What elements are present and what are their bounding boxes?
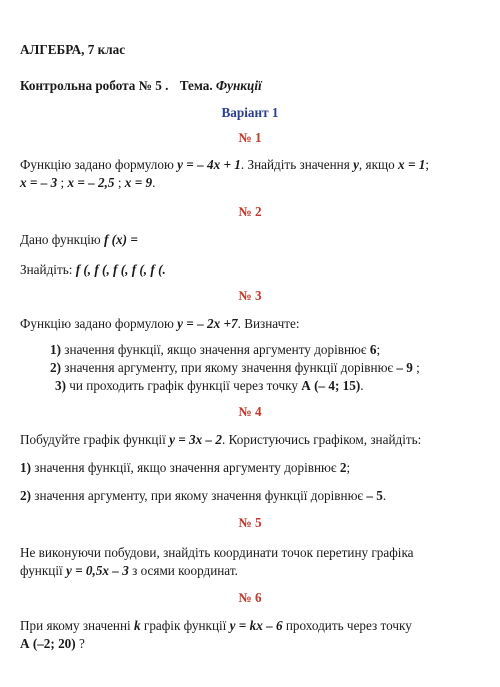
task1-text: . <box>152 175 156 190</box>
task3-text: . Визначте: <box>237 316 300 331</box>
task1-text: ; <box>114 175 125 190</box>
task1-formula: y = – 4x + 1 <box>177 157 241 172</box>
task3-item2 <box>50 360 420 376</box>
task6-formula: y = kx – 6 <box>229 618 283 633</box>
item-text: ; <box>346 460 351 475</box>
task6-variable: k <box>134 618 141 633</box>
item-text: чи проходить графік функції через точку <box>66 378 302 393</box>
item-text: . <box>382 488 387 503</box>
variant-heading: Варіант 1 <box>221 105 279 120</box>
task3-item3 <box>55 378 364 394</box>
task2-line1 <box>20 232 138 248</box>
test-title-line <box>20 78 262 94</box>
item-number: 3) <box>55 378 66 393</box>
item-value: А (– 4; 15) <box>301 378 361 393</box>
task2-text: Дано функцію <box>20 232 104 247</box>
task6-point: А (–2; 20) <box>20 636 76 651</box>
task1-value: x = 1 <box>398 157 426 172</box>
task1-value: x = – 3 <box>20 175 58 190</box>
task6-text: проходить через точку <box>282 618 412 633</box>
task6-text: графік функції <box>140 618 230 633</box>
task5-text: функції <box>20 563 66 578</box>
task6-line2 <box>20 636 85 652</box>
task5-text: з осями координат. <box>128 563 238 578</box>
task1-value: x = – 2,5 <box>67 175 115 190</box>
subject-heading: АЛГЕБРА, 7 клас <box>20 42 126 57</box>
task4-number: № 4 <box>238 404 262 419</box>
topic-name: Функції <box>215 78 262 93</box>
task1-text: Функцію задано формулою <box>20 157 178 172</box>
task4-intro <box>20 432 421 448</box>
test-title: Контрольна робота № 5 . <box>20 78 169 93</box>
item-text: значення аргументу, при якому значення функції дорівнює <box>31 488 367 503</box>
task2-text: Знайдіть: <box>20 262 76 277</box>
item-number: 1) <box>20 460 31 475</box>
task4-text: Побудуйте графік функції <box>20 432 170 447</box>
task5-line1: Не виконуючи побудови, знайдіть координати точок перетину графіка <box>20 545 414 560</box>
item-value: – 5 <box>366 488 383 503</box>
item-text: ; <box>376 342 381 357</box>
task5-number: № 5 <box>238 515 262 530</box>
item-value: – 9 <box>396 360 413 375</box>
task5-formula: y = 0,5x – 3 <box>65 563 129 578</box>
task6-text: При якому значенні <box>20 618 135 633</box>
item-value: 2 <box>339 460 347 475</box>
task3-formula: y = – 2x +7 <box>177 316 238 331</box>
task1-text: . Знайдіть значення <box>240 157 354 172</box>
topic-label: Тема. <box>179 78 213 93</box>
task3-item1 <box>50 342 380 358</box>
item-value: 6 <box>369 342 377 357</box>
task3-number: № 3 <box>238 288 262 303</box>
task2-line2 <box>20 262 166 278</box>
task1-text: , якщо <box>358 157 399 172</box>
task1-variable: y <box>353 157 359 172</box>
task4-item2 <box>20 488 386 504</box>
task1-number: № 1 <box>238 130 262 145</box>
task3-text: Функцію задано формулою <box>20 316 178 331</box>
task4-item1 <box>20 460 350 476</box>
item-text: значення аргументу, при якому значення функції дорівнює <box>61 360 397 375</box>
item-number: 2) <box>20 488 31 503</box>
item-text: значення функції, якщо значення аргументу дорівнює <box>31 460 340 475</box>
task1-line2 <box>20 175 155 191</box>
task6-number: № 6 <box>238 590 262 605</box>
task3-intro <box>20 316 300 332</box>
task1-text: ; <box>425 157 430 172</box>
item-text: . <box>360 378 364 393</box>
task1-value: x = 9 <box>124 175 153 190</box>
task5-line2 <box>20 563 238 579</box>
item-number: 2) <box>50 360 61 375</box>
task6-text: ? <box>75 636 85 651</box>
task4-formula: y = 3x – 2 <box>169 432 223 447</box>
task4-text: . Користуючись графіком, знайдіть: <box>222 432 422 447</box>
item-number: 1) <box>50 342 61 357</box>
task2-number: № 2 <box>238 204 262 219</box>
item-text: ; <box>412 360 420 375</box>
task1-text: ; <box>57 175 68 190</box>
task6-line1 <box>20 618 412 634</box>
item-text: значення функції, якщо значення аргументу дорівнює <box>61 342 370 357</box>
task2-values: f (, f (, f (, f (, f (. <box>75 262 166 277</box>
task2-formula: f (x) = <box>103 232 138 247</box>
task1-line1 <box>20 157 429 173</box>
